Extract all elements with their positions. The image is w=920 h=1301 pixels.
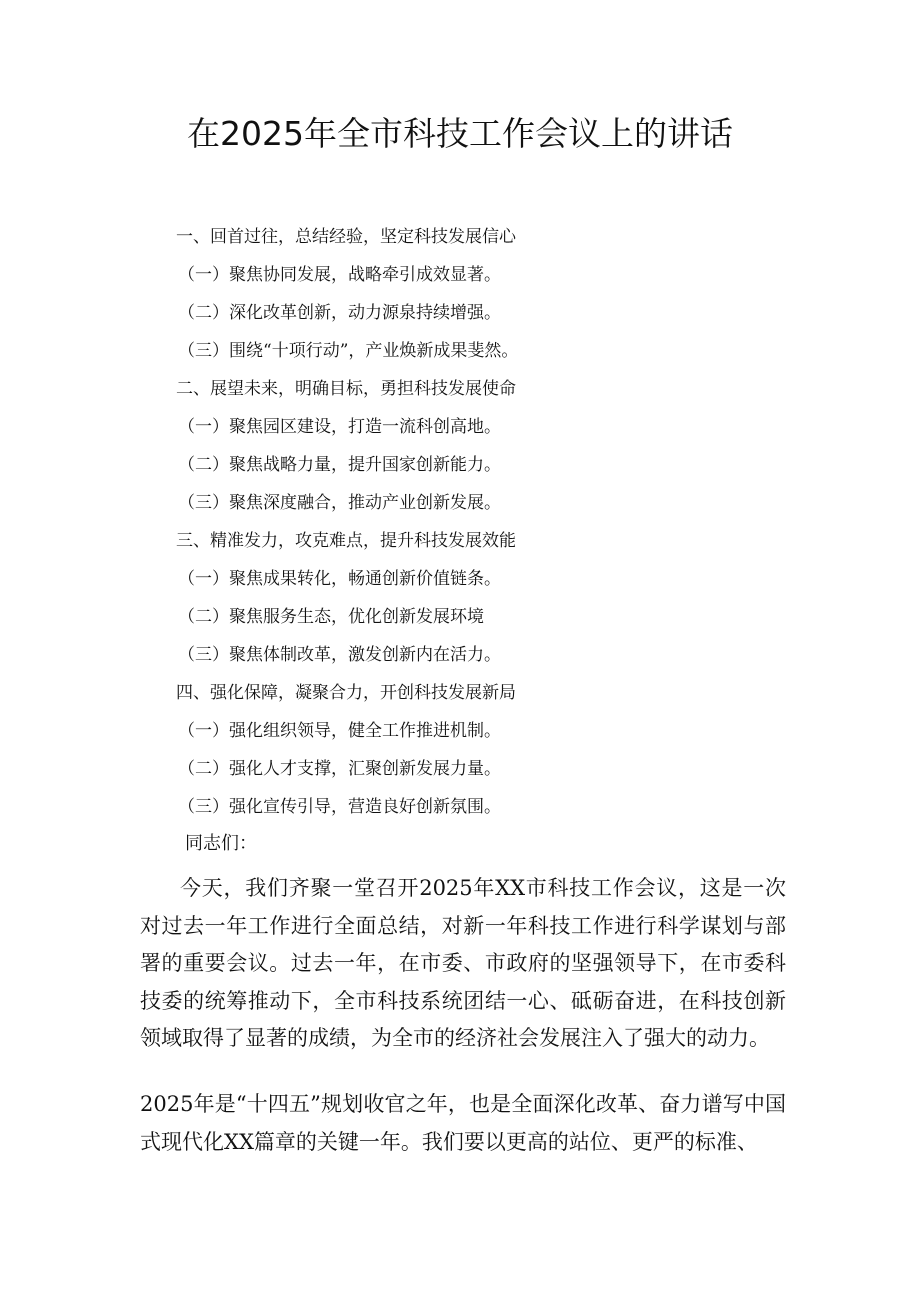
outline-item: （二）聚焦战略力量，提升国家创新能力。 <box>178 455 501 475</box>
outline-item: （二）强化人才支撑，汇聚创新发展力量。 <box>178 759 501 779</box>
speech-outline <box>176 222 816 830</box>
outline-item: 四、强化保障，凝聚合力，开创科技发展新局 <box>176 683 516 703</box>
outline-item: 三、精准发力，攻克难点，提升科技发展效能 <box>176 531 516 551</box>
outline-item: （三）聚焦深度融合，推动产业创新发展。 <box>178 493 501 513</box>
outline-item: （一）聚焦成果转化，畅通创新价值链条。 <box>178 569 501 589</box>
outline-item: （二）深化改革创新，动力源泉持续增强。 <box>178 303 501 323</box>
outline-item: （一）强化组织领导，健全工作推进机制。 <box>178 721 501 741</box>
outline-item: （一）聚焦协同发展，战略牵引成效显著。 <box>178 265 501 285</box>
outline-item: （三）强化宣传引导，营造良好创新氛围。 <box>178 797 501 817</box>
greeting: 同志们： <box>185 833 257 854</box>
outline-item: 一、回首过往，总结经验，坚定科技发展信心 <box>176 227 516 247</box>
outline-item: （一）聚焦园区建设，打造一流科创高地。 <box>178 417 501 437</box>
page-title: 在2025年全市科技工作会议上的讲话 <box>187 114 733 153</box>
body-paragraph-1: 今天，我们齐聚一堂召开2025年XX市科技工作会议，这是一次对过去一年工作进行全面总结，对新一年科技工作进行科学谋划与部署的重要会议。过去一年，在市委、市政府的坚强领导下，在市委科技委的统筹推动下，全市科技系统团结一心、砥砺奋进，在科技创新领域取得了显著的成绩，为全市的经济社会发展注入了强大的动力。 <box>140 876 786 1050</box>
outline-item: （三）围绕“十项行动”，产业焕新成果斐然。 <box>178 341 519 361</box>
outline-item: （三）聚焦体制改革，激发创新内在活力。 <box>178 645 501 665</box>
body-paragraph-2: 2025年是“十四五”规划收官之年，也是全面深化改革、奋力谱写中国式现代化XX篇章的关键一年。我们要以更高的站位、更严的标准、 <box>140 1092 786 1154</box>
outline-item: （二）聚焦服务生态，优化创新发展环境 <box>178 607 484 627</box>
outline-item: 二、展望未来，明确目标，勇担科技发展使命 <box>176 379 516 399</box>
